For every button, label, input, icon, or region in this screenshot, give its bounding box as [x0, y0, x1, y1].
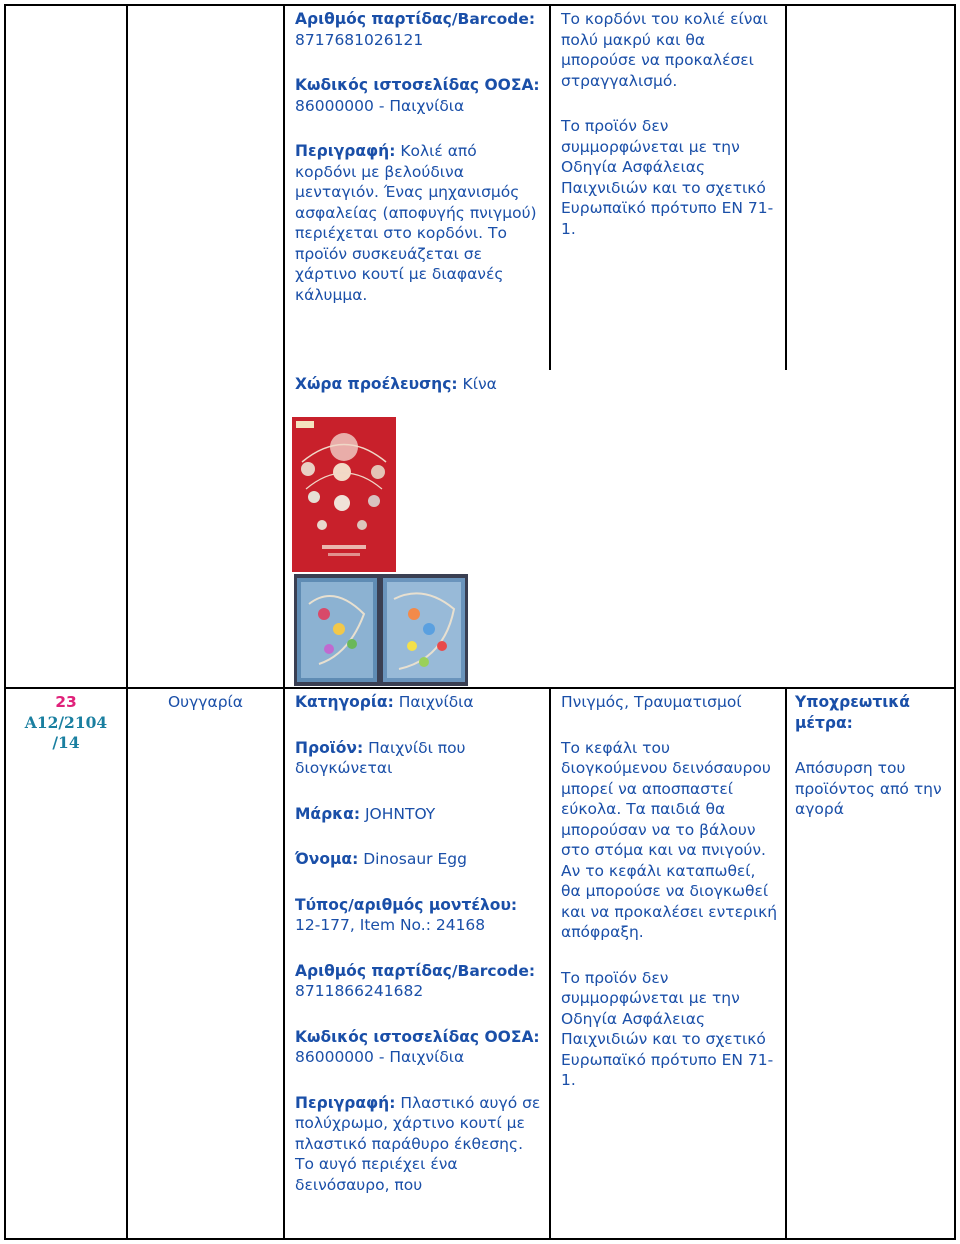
table-border-top — [4, 4, 956, 6]
col-divider-1 — [126, 4, 128, 1240]
product-details-cell — [295, 692, 545, 1195]
description-label: Περιγραφή: — [295, 1093, 396, 1112]
col-divider-4b — [785, 687, 787, 1240]
category-value: Παιχνίδια — [398, 693, 474, 711]
brand-label: Μάρκα: — [295, 804, 361, 823]
product-photo-necklace-box — [292, 417, 396, 572]
col-divider-4 — [785, 4, 787, 370]
brand-value: JOHNTOY — [364, 804, 436, 823]
notification-code-line2: /14 — [52, 733, 80, 752]
product-photo-open-boxes — [294, 574, 468, 686]
table-border-right — [954, 4, 956, 1240]
risk-cell — [561, 692, 779, 1091]
row-divider — [4, 687, 956, 689]
name-label: Όνομα: — [295, 850, 359, 868]
model-value: 12-177, Item No.: 24168 — [295, 916, 486, 934]
name-value: Dinosaur Egg — [363, 850, 467, 868]
row-number: 23 — [55, 693, 77, 711]
col-divider-2 — [283, 4, 285, 1240]
notification-code-line1: A12/2104 — [24, 712, 108, 732]
row-number-cell — [6, 692, 126, 754]
origin-value: Κίνα — [462, 375, 497, 393]
top-risk — [561, 9, 776, 239]
site-code-label: Κωδικός ιστοσελίδας ΟΟΣΑ: — [295, 1027, 540, 1046]
col-divider-3b — [549, 687, 551, 1240]
category-label: Κατηγορία: — [295, 693, 394, 711]
model-label: Τύπος/αριθμός μοντέλου: — [295, 895, 518, 914]
table-border-bottom — [4, 1238, 956, 1240]
product-label: Προϊόν: — [295, 738, 364, 757]
batch-label: Αριθμός παρτίδας/Barcode: — [295, 10, 536, 28]
risk-text-2: Το προϊόν δεν συμμορφώνεται με την Οδηγία Ασφάλειας Παιχνιδιών και το σχετικό Ευρωπαϊκό πρότυπο EN 71-1. — [561, 117, 774, 238]
col-divider-3 — [549, 4, 551, 370]
description-value: Κολιέ από κορδόνι με βελούδινα μενταγιόν. Ένας μηχανισμός ασφαλείας (αποφυγής πνιγμού) περιέχεται στο κορδόνι. Το προϊόν συσκευάζεται σε χάρτινο κουτί με διαφανές κάλυμμα. — [295, 142, 537, 304]
measures-value: Απόσυρση του προϊόντος από την αγορά — [795, 759, 942, 818]
origin-label: Χώρα προέλευσης: — [295, 375, 458, 393]
risk-text-2: Το προϊόν δεν συμμορφώνεται με την Οδηγία Ασφάλειας Παιχνιδιών και το σχετικό Ευρωπαϊκό πρότυπο EN 71-1. — [561, 968, 774, 1089]
product-value: Παιχνίδι που διογκώνεται — [295, 738, 466, 777]
batch-value: 8711866241682 — [295, 982, 424, 1000]
description-value: Πλαστικό αυγό σε πολύχρωμο, χάρτινο κουτί με πλαστικό παράθυρο έκθεσης. Το αυγό περιέχει ένα δεινόσαυρο, που — [295, 1093, 541, 1194]
batch-label: Αριθμός παρτίδας/Barcode: — [295, 961, 536, 980]
site-code-value: 86000000 - Παιχνίδια — [295, 1048, 465, 1066]
measures-label: Υποχρεωτικά μέτρα: — [795, 693, 910, 732]
risk-type: Πνιγμός, Τραυματισμοί — [561, 693, 742, 711]
risk-text-1: Το κεφάλι του διογκούμενου δεινόσαυρου μπορεί να αποσπαστεί εύκολα. Τα παιδιά θα μπορούσαν να το βάλουν στο στόμα και να πνιγούν. Αν το κεφάλι καταπωθεί, θα μπορούσε να διογκωθεί και να προκαλέσει εντερική απόφραξη. — [561, 738, 778, 941]
top-product-details — [295, 9, 540, 305]
top-origin — [295, 374, 795, 395]
risk-text-1: Το κορδόνι του κολιέ είναι πολύ μακρύ και θα μπορούσε να προκαλέσει στραγγαλισμό. — [561, 10, 768, 90]
site-code-label: Κωδικός ιστοσελίδας ΟΟΣΑ: — [295, 76, 540, 94]
description-label: Περιγραφή: — [295, 142, 396, 160]
site-code-value: 86000000 - Παιχνίδια — [295, 96, 465, 115]
notifying-country: Ουγγαρία — [167, 693, 244, 711]
country-cell — [128, 692, 283, 713]
table-border-left — [4, 4, 6, 1240]
batch-value: 8717681026121 — [295, 30, 424, 49]
measures-cell — [795, 692, 945, 820]
